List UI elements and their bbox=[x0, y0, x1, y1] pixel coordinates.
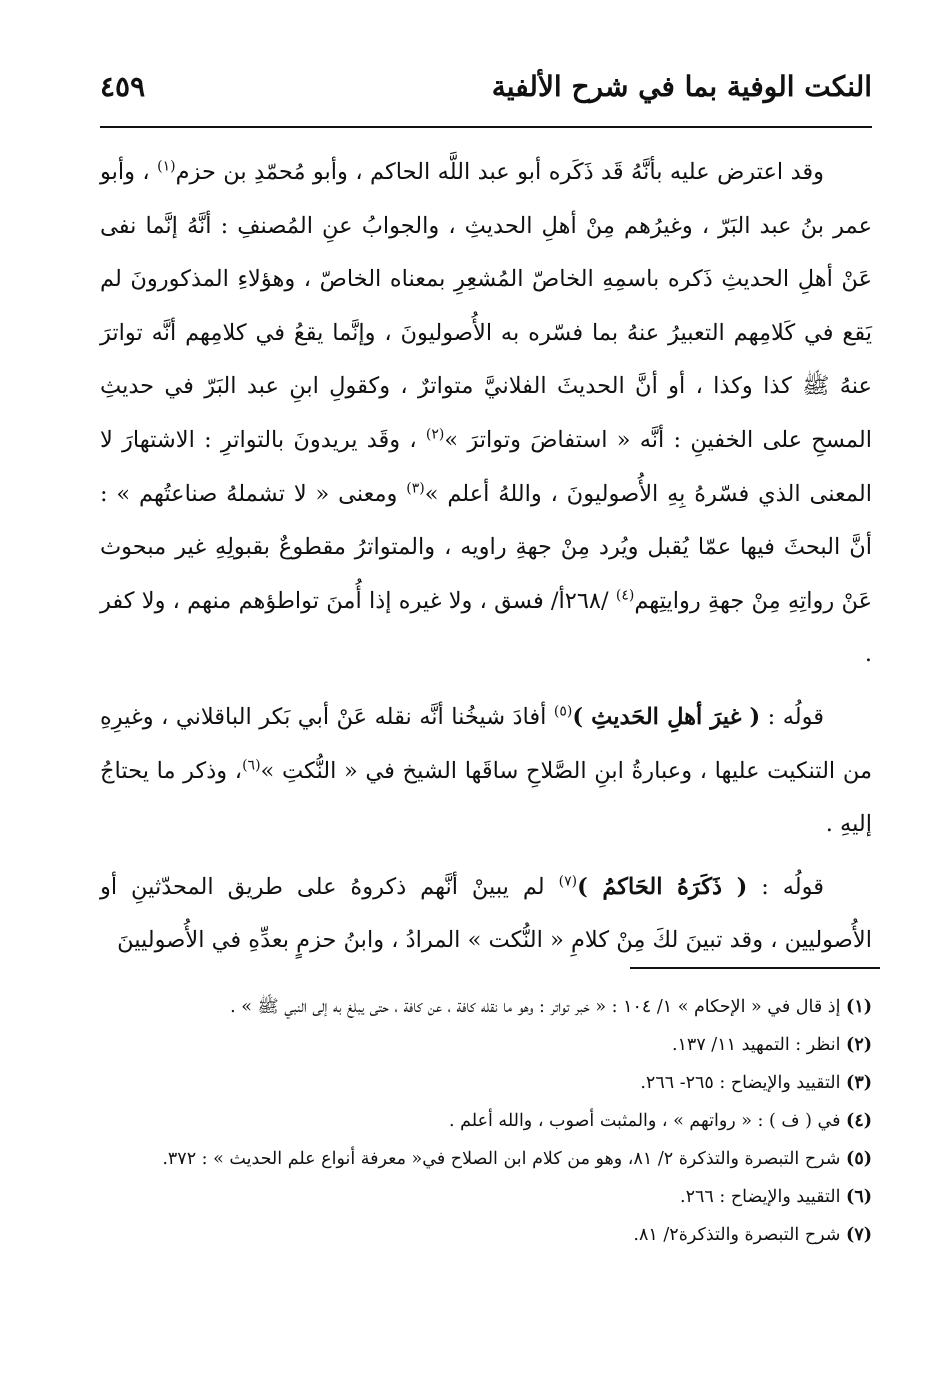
text-segment: ، وقَد يريدونَ بالتواترِ : الاشتهارَ لا المعنى الذي فسّرهُ بِهِ الأُصوليونَ ، واللهُ أعلم » bbox=[100, 426, 873, 507]
quote-lead: قولُه : bbox=[760, 703, 824, 730]
text-segment: ومعنى « لا تشملهُ صناعتُهم » : أنَّ البحثَ فيها عمّا يُقبل ويُرد مِنْ جهةِ راويه ، والمتواترُ مقطوعٌ بقبولِهِ غير مبحوث عَنْ رواتِهِ مِنْ جهةِ روايتِهم bbox=[100, 480, 872, 614]
text-segment: أفادَ شيخُنا أنَّه نقله عَنْ أبي بَكر الباقلاني ، وغيرِهِ من التنكيت عليها ، وعبارةُ ابنِ الصَّلاحِ ساقَها الشيخ في « النُّكتِ » bbox=[100, 703, 872, 784]
footnote-1 bbox=[100, 988, 872, 1026]
paragraph-objection bbox=[100, 146, 872, 682]
footnote-number: (٢) bbox=[846, 1035, 872, 1055]
footnote-number: (١) bbox=[846, 997, 872, 1017]
footnote-text: شرح التبصرة والتذكرة ٢/ ٨١، وهو من كلام ابن الصلاح في« معرفة أنواع علم الحديث » : ٣٧٢. bbox=[162, 1149, 841, 1169]
page-header bbox=[100, 70, 872, 122]
footnote-ref: (١) bbox=[157, 158, 176, 175]
footnotes bbox=[100, 988, 872, 1254]
footnote-separator bbox=[630, 967, 880, 969]
paragraph-hakim bbox=[100, 861, 872, 968]
footnote-text: التقييد والإيضاح : ٢٦٥- ٢٦٦. bbox=[640, 1073, 841, 1093]
footnote-2 bbox=[100, 1026, 872, 1064]
footnote-ref: (٦) bbox=[242, 757, 261, 774]
footnote-text: في ( ف ) : « رواتهم » ، والمثبت أصوب ، والله أعلم . bbox=[449, 1111, 841, 1131]
footnote-number: (٧) bbox=[846, 1225, 872, 1245]
header-rule bbox=[100, 126, 872, 128]
footnote-text: التقييد والإيضاح : ٢٦٦. bbox=[680, 1187, 841, 1207]
footnote-5 bbox=[100, 1140, 872, 1178]
footnote-7 bbox=[100, 1216, 872, 1254]
footnote-ref: (٣) bbox=[406, 480, 425, 497]
footnote-text: إذ قال في « الإحكام » ١/ ١٠٤ : « خبر تواتر : وهو ما نقله كافة ، عن كافة ، حتى يبلغ به إلى النبي ﷺ » . bbox=[230, 997, 841, 1017]
page-number: ٤٥٩ bbox=[100, 70, 146, 103]
footnote-ref: (٧) bbox=[558, 873, 578, 890]
footnote-4 bbox=[100, 1102, 872, 1140]
footnote-ref: (٤) bbox=[615, 587, 635, 604]
footnote-ref: (٢) bbox=[425, 426, 445, 443]
text-segment: ، وذكر ما يحتاجُ إليهِ . bbox=[100, 757, 872, 838]
paragraph-ahl-al-hadith bbox=[100, 691, 872, 852]
text-segment: /٢٦٨أ/ فسق ، ولا غيره إذا أُمنَ تواطؤهم منهم ، ولا كفر . bbox=[100, 587, 872, 668]
text-segment: وقد اعترض عليه بأنَّهُ قَد ذَكَره أبو عبد اللَّه الحاكم ، وأبو مُحمّدِ بن حزم bbox=[175, 159, 825, 185]
running-title: النكت الوفية بما في شرح الألفية bbox=[491, 70, 872, 103]
footnote-number: (٣) bbox=[846, 1073, 872, 1093]
footnote-text: انظر : التمهيد ١١/ ١٣٧. bbox=[671, 1035, 841, 1055]
footnote-ref: (٥) bbox=[553, 703, 573, 720]
quoted-term: ( غيرَ أهلِ الحَديثِ ) bbox=[572, 703, 761, 730]
main-text bbox=[100, 146, 872, 968]
quoted-term: ( ذَكَرَهُ الحَاكمُ ) bbox=[577, 873, 748, 900]
footnote-text: شرح التبصرة والتذكرة٢/ ٨١. bbox=[633, 1225, 841, 1245]
text-segment: لم يبينْ أنَّهم ذكروهُ على طريق المحدّثينِ أو الأُصوليين ، وقد تبينَ لكَ مِنْ كلامِ « النُّكت » المرادُ ، وابنُ حزمٍ بعدِّهِ في الأُصوليينَ bbox=[100, 873, 872, 954]
footnote-6 bbox=[100, 1178, 872, 1216]
footnote-number: (٤) bbox=[846, 1111, 872, 1131]
text-segment: ، وأبو عمر بنُ عبد البَرّ ، وغيرُهم مِنْ أهلِ الحديثِ ، والجوابُ عنِ المُصنفِ : أنَّهُ إنَّما نفى عَنْ أهلِ الحديثِ ذَكره باسمِهِ الخاصّ المُشعِرِ بمعناه الخاصّ ، وهؤلاءِ المذكورونَ لم يَقع في كَلامِهم التعبيرُ عنهُ بما فسّره به الأُصوليونَ ، وإنَّما يقعُ في كلامِهم أنَّه تواترَ عنهُ ﷺ كذا وكذا ، أو أنَّ الحديثَ الفلانيَّ متواترٌ ، وكقولِ ابنِ عبد البَرّ في حديثِ المسحِ على الخفينِ : أنَّه « استفاضَ وتواترَ » bbox=[100, 159, 873, 453]
footnote-number: (٦) bbox=[846, 1187, 872, 1207]
footnote-3 bbox=[100, 1064, 872, 1102]
quote-lead: قولُه : bbox=[747, 873, 825, 900]
footnote-number: (٥) bbox=[846, 1149, 872, 1169]
